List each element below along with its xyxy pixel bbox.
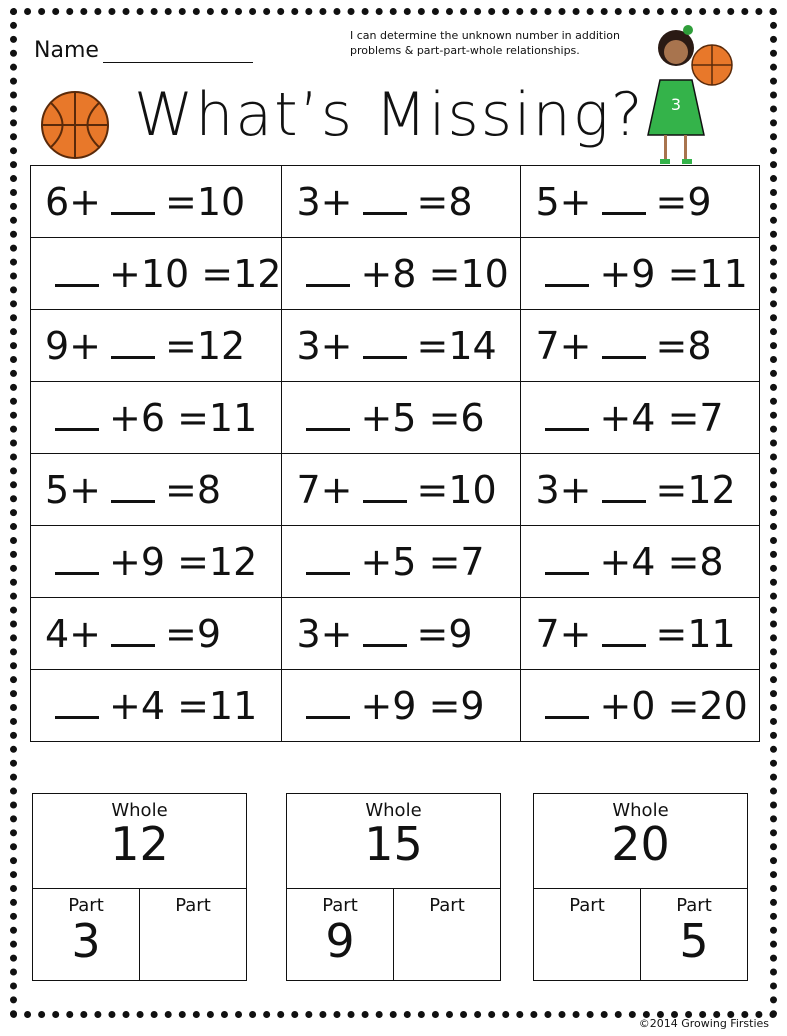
equation-addend: 5+ xyxy=(45,467,102,512)
part-value: 3 xyxy=(71,914,101,968)
part-part-whole-box xyxy=(286,793,501,981)
equation-cell xyxy=(31,382,282,454)
answer-blank[interactable] xyxy=(602,614,646,647)
answer-blank[interactable] xyxy=(306,542,350,575)
equation-rest: =10 xyxy=(416,467,497,512)
equation-addend: 3+ xyxy=(296,611,353,656)
equation-cell xyxy=(282,454,521,526)
answer-blank[interactable] xyxy=(111,326,155,359)
answer-blank[interactable] xyxy=(111,614,155,647)
answer-blank[interactable] xyxy=(306,686,350,719)
equation-cell xyxy=(282,526,521,598)
answer-blank[interactable] xyxy=(545,686,589,719)
answer-blank[interactable] xyxy=(363,326,407,359)
whole-value: 15 xyxy=(364,817,423,871)
part-cell[interactable] xyxy=(534,889,640,981)
equation-cell xyxy=(521,526,760,598)
equation-cell xyxy=(31,670,282,742)
part-cell[interactable] xyxy=(393,889,500,981)
equation-cell xyxy=(521,670,760,742)
equation-rest: =11 xyxy=(655,611,736,656)
whole-cell xyxy=(33,794,246,889)
equation-addend: 7+ xyxy=(535,323,592,368)
part-part-whole-box xyxy=(533,793,748,981)
answer-blank[interactable] xyxy=(111,470,155,503)
equation-cell xyxy=(521,310,760,382)
equation-cell xyxy=(31,310,282,382)
equation-addend: 9+ xyxy=(45,323,102,368)
equation-cell xyxy=(31,454,282,526)
equation-rest: +10 =12 xyxy=(109,251,282,296)
equation-cell xyxy=(521,454,760,526)
equation-row xyxy=(31,454,760,526)
whole-label: Whole xyxy=(365,800,422,821)
equation-cell xyxy=(282,310,521,382)
equation-addend: 3+ xyxy=(296,179,353,224)
answer-blank[interactable] xyxy=(602,326,646,359)
part-label: Part xyxy=(569,895,605,916)
equation-addend: 5+ xyxy=(535,179,592,224)
equation-rest: +5 =7 xyxy=(360,539,485,584)
part-value: 5 xyxy=(679,914,709,968)
girl-with-basketball-icon xyxy=(640,20,740,170)
equation-cell xyxy=(521,238,760,310)
equation-rest: +8 =10 xyxy=(360,251,509,296)
part-cell[interactable] xyxy=(640,889,747,981)
whole-label: Whole xyxy=(111,800,168,821)
equation-addend: 3+ xyxy=(535,467,592,512)
equation-rest: +6 =11 xyxy=(109,395,258,440)
equation-rest: =12 xyxy=(655,467,736,512)
equation-rest: +4 =7 xyxy=(599,395,724,440)
equation-addend: 4+ xyxy=(45,611,102,656)
answer-blank[interactable] xyxy=(363,614,407,647)
equation-rest: +0 =20 xyxy=(599,683,748,728)
equation-addend: 7+ xyxy=(296,467,353,512)
objective-text: I can determine the unknown number in addition problems & part-part-whole relationships. xyxy=(350,29,620,57)
equation-rest: +9 =9 xyxy=(360,683,485,728)
answer-blank[interactable] xyxy=(111,182,155,215)
answer-blank[interactable] xyxy=(545,398,589,431)
answer-blank[interactable] xyxy=(306,398,350,431)
name-label: Name xyxy=(34,38,99,63)
part-label: Part xyxy=(175,895,211,916)
equation-row xyxy=(31,598,760,670)
answer-blank[interactable] xyxy=(55,542,99,575)
equation-rest: +9 =11 xyxy=(599,251,748,296)
equation-rest: =9 xyxy=(165,611,222,656)
page-title: What’s Missing? xyxy=(134,80,645,150)
equation-rest: =12 xyxy=(165,323,246,368)
answer-blank[interactable] xyxy=(363,470,407,503)
equation-cell xyxy=(521,598,760,670)
whole-cell xyxy=(534,794,747,889)
name-line[interactable] xyxy=(103,42,253,63)
part-label: Part xyxy=(68,895,104,916)
name-field xyxy=(34,38,253,63)
equation-row xyxy=(31,238,760,310)
equation-row xyxy=(31,382,760,454)
answer-blank[interactable] xyxy=(306,254,350,287)
equation-cell xyxy=(521,382,760,454)
part-label: Part xyxy=(322,895,358,916)
equation-rest: +4 =11 xyxy=(109,683,258,728)
answer-blank[interactable] xyxy=(55,254,99,287)
equation-rest: =9 xyxy=(655,179,712,224)
answer-blank[interactable] xyxy=(55,686,99,719)
equation-cell xyxy=(31,166,282,238)
part-cell[interactable] xyxy=(287,889,393,981)
equation-row xyxy=(31,166,760,238)
equation-row xyxy=(31,526,760,598)
equation-rest: +4 =8 xyxy=(599,539,724,584)
equation-row xyxy=(31,310,760,382)
equation-addend: 7+ xyxy=(535,611,592,656)
whole-cell xyxy=(287,794,500,889)
part-cell[interactable] xyxy=(33,889,139,981)
equation-rest: =14 xyxy=(416,323,497,368)
equation-addend: 3+ xyxy=(296,323,353,368)
equation-row xyxy=(31,670,760,742)
answer-blank[interactable] xyxy=(545,542,589,575)
equation-rest: =8 xyxy=(655,323,712,368)
part-label: Part xyxy=(429,895,465,916)
equation-cell xyxy=(521,166,760,238)
answer-blank[interactable] xyxy=(545,254,589,287)
equation-addend: 6+ xyxy=(45,179,102,224)
equation-cell xyxy=(31,526,282,598)
equation-cell xyxy=(31,598,282,670)
part-part-whole-box xyxy=(32,793,247,981)
equation-cell xyxy=(31,238,282,310)
equation-cell xyxy=(282,166,521,238)
answer-blank[interactable] xyxy=(363,182,407,215)
equation-rest: =9 xyxy=(416,611,473,656)
part-value: 9 xyxy=(325,914,355,968)
equation-cell xyxy=(282,238,521,310)
part-label: Part xyxy=(676,895,712,916)
equation-rest: =8 xyxy=(165,467,222,512)
shirt-number: 3 xyxy=(670,95,682,114)
equation-cell xyxy=(282,670,521,742)
equation-table xyxy=(30,165,760,742)
whole-value: 20 xyxy=(611,817,670,871)
answer-blank[interactable] xyxy=(55,398,99,431)
copyright-text: ©2014 Growing Firsties xyxy=(638,1017,769,1030)
equation-cell xyxy=(282,598,521,670)
whole-value: 12 xyxy=(110,817,169,871)
whole-label: Whole xyxy=(612,800,669,821)
answer-blank[interactable] xyxy=(602,182,646,215)
equation-rest: =10 xyxy=(165,179,246,224)
equation-cell xyxy=(282,382,521,454)
equation-rest: +9 =12 xyxy=(109,539,258,584)
equation-rest: =8 xyxy=(416,179,473,224)
basketball-icon xyxy=(40,90,110,160)
answer-blank[interactable] xyxy=(602,470,646,503)
equation-rest: +5 =6 xyxy=(360,395,485,440)
part-cell[interactable] xyxy=(139,889,246,981)
